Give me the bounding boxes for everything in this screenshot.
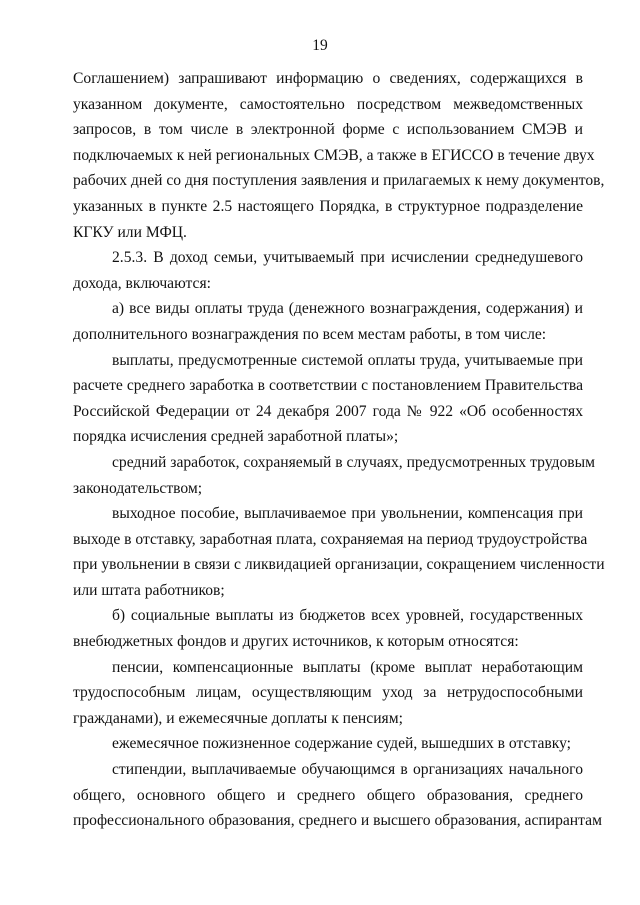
- text-line: выходе в отставку, заработная плата, сохраняемая на период трудоустройства: [73, 530, 588, 548]
- text-line: или штата работников;: [73, 581, 225, 599]
- text-line: выходное пособие, выплачиваемое при увольнении, компенсация при: [112, 505, 583, 523]
- text-line: порядка исчисления средней заработной платы»;: [73, 428, 399, 446]
- text-line: стипендии, выплачиваемые обучающимся в организациях начального: [112, 761, 583, 779]
- text-line: дохода, включаются:: [73, 274, 211, 292]
- page-number: 19: [312, 37, 328, 54]
- text-line: ежемесячное пожизненное содержание судей, вышедших в отставку;: [112, 735, 572, 753]
- text-line: Соглашением) запрашивают информацию о сведениях, содержащихся в: [73, 70, 583, 87]
- text-line: б) социальные выплаты из бюджетов всех уровней, государственных: [112, 607, 583, 625]
- text-line: выплаты, предусмотренные системой оплаты труда, учитываемые при: [112, 351, 583, 369]
- text-line: КГКУ или МФЦ.: [73, 223, 187, 241]
- text-line: а) все виды оплаты труда (денежного вознаграждения, содержания) и: [112, 300, 583, 318]
- text-line: при увольнении в связи с ликвидацией организации, сокращением численности: [73, 556, 605, 574]
- text-line: расчете среднего заработка в соответствии с постановлением Правительства: [73, 377, 583, 395]
- document-body-text: [73, 66, 605, 834]
- text-line: дополнительного вознаграждения по всем местам работы, в том числе:: [73, 325, 547, 343]
- text-line: внебюджетных фондов и других источников, к которым относятся:: [73, 633, 519, 651]
- text-line: пенсии, компенсационные выплаты (кроме выплат неработающим: [112, 658, 583, 676]
- text-line: трудоспособным лицам, осуществляющим уход за нетрудоспособными: [73, 684, 583, 702]
- text-line: указанном документе, самостоятельно посредством межведомственных: [73, 95, 583, 113]
- text-line: 2.5.3. В доход семьи, учитываемый при исчислении среднедушевого: [112, 249, 583, 267]
- text-line: Российской Федерации от 24 декабря 2007 года № 922 «Об особенностях: [73, 402, 583, 420]
- text-line: запросов, в том числе в электронной форме с использованием СМЭВ и: [73, 121, 583, 139]
- text-line: рабочих дней со дня поступления заявления и прилагаемых к нему документов,: [73, 172, 605, 190]
- text-line: профессионального образования, среднего и высшего образования, аспирантам: [73, 812, 602, 830]
- text-line: гражданами), и ежемесячные доплаты к пенсиям;: [73, 709, 403, 727]
- text-line: подключаемых к ней региональных СМЭВ, а также в ЕГИССО в течение двух: [73, 146, 595, 164]
- text-line: общего, основного общего и среднего общего образования, среднего: [73, 786, 583, 804]
- text-line: средний заработок, сохраняемый в случаях, предусмотренных трудовым: [112, 453, 595, 471]
- text-line: законодательством;: [73, 479, 203, 497]
- text-line: указанных в пункте 2.5 настоящего Порядка, в структурное подразделение: [73, 197, 583, 215]
